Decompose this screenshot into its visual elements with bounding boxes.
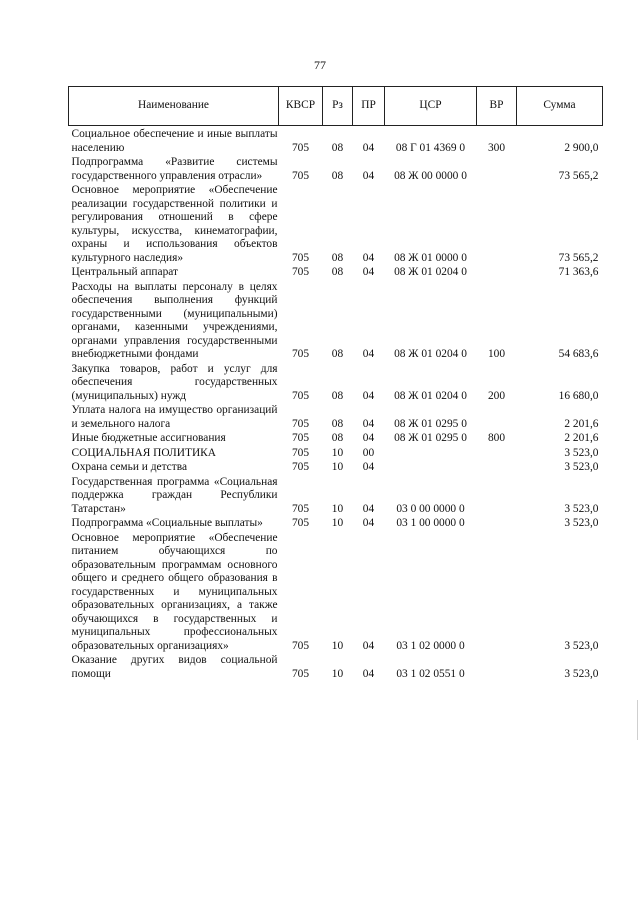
cell-vr <box>477 654 517 682</box>
cell-sum: 71 363,6 <box>558 266 599 278</box>
header-rz: Рз <box>323 87 353 126</box>
budget-table <box>68 86 603 682</box>
cell-pr: 04 <box>362 266 375 278</box>
table-row <box>69 432 603 447</box>
cell-kvsr: 705 <box>291 517 310 529</box>
cell-sum: 73 565,2 <box>558 251 599 264</box>
cell-name: Основное мероприятие «Обеспечение реализации государственной политики и регулирования отношений в сфере культуры, искусства, кинематографии, охраны и использования объектов культурного наследия» <box>71 184 278 264</box>
cell-sum: 54 683,6 <box>558 348 599 360</box>
table-header-row <box>69 87 603 126</box>
cell-sum: 3 523,0 <box>564 461 599 473</box>
cell-csr: 08 Ж 01 0295 0 <box>394 432 467 444</box>
cell-sum: 73 565,2 <box>558 169 599 182</box>
cell-kvsr: 705 <box>291 461 310 473</box>
cell-sum: 3 523,0 <box>564 517 599 529</box>
cell-sum: 16 680,0 <box>558 389 599 402</box>
table-row <box>69 281 603 363</box>
cell-kvsr: 705 <box>291 502 310 515</box>
cell-kvsr: 705 <box>291 667 310 680</box>
cell-vr <box>477 266 517 281</box>
table-row <box>69 461 603 476</box>
cell-vr <box>477 517 517 532</box>
cell-name: Охрана семьи и детства <box>71 461 187 473</box>
cell-vr <box>477 461 517 476</box>
cell-csr: 03 0 00 0000 0 <box>396 502 465 515</box>
cell-rz: 08 <box>331 417 344 430</box>
header-vr: ВР <box>477 87 517 126</box>
cell-sum: 3 523,0 <box>564 639 599 652</box>
header-sum: Сумма <box>517 87 603 126</box>
table-row <box>69 654 603 682</box>
cell-rz: 10 <box>331 517 344 529</box>
page-number: 77 <box>314 58 326 72</box>
table-row <box>69 184 603 266</box>
table-row <box>69 476 603 518</box>
header-kvsr: КВСР <box>279 87 323 126</box>
cell-rz: 10 <box>331 667 344 680</box>
cell-vr <box>477 476 517 518</box>
cell-vr <box>477 184 517 266</box>
cell-kvsr: 705 <box>291 169 310 182</box>
cell-rz: 10 <box>331 461 344 473</box>
table-row <box>69 532 603 655</box>
table-row <box>69 266 603 281</box>
cell-vr <box>477 532 517 655</box>
cell-csr: 08 Ж 00 0000 0 <box>394 169 467 182</box>
cell-csr: 03 1 02 0551 0 <box>396 667 465 680</box>
cell-pr: 04 <box>362 517 375 529</box>
cell-vr <box>477 447 517 462</box>
cell-rz: 08 <box>331 389 344 402</box>
scan-margin-mark <box>637 700 638 740</box>
cell-rz: 08 <box>331 141 344 154</box>
cell-pr: 04 <box>362 667 375 680</box>
cell-kvsr: 705 <box>291 639 310 652</box>
cell-pr: 04 <box>362 348 375 360</box>
cell-kvsr: 705 <box>291 446 310 459</box>
cell-csr <box>385 447 477 462</box>
cell-vr: 200 <box>487 389 506 402</box>
cell-rz: 08 <box>331 266 344 278</box>
cell-pr: 04 <box>362 639 375 652</box>
cell-name: Основное мероприятие «Обеспечение питанием обучающихся по образовательным программам основного общего и среднего общего образования в государственных и муниципальных образовательных организациях, а также обучающихся в государственных и муниципальных профессиональных образовательных организациях» <box>71 531 278 652</box>
cell-name: Социальное обеспечение и иные выплаты населению <box>71 128 278 154</box>
cell-vr: 300 <box>487 141 506 154</box>
table-row <box>69 126 603 157</box>
cell-csr: 08 Ж 01 0204 0 <box>394 266 467 278</box>
cell-vr: 800 <box>487 432 506 444</box>
cell-pr: 04 <box>362 461 375 473</box>
cell-rz: 10 <box>331 502 344 515</box>
cell-csr <box>385 461 477 476</box>
cell-kvsr: 705 <box>291 348 310 360</box>
cell-name: СОЦИАЛЬНАЯ ПОЛИТИКА <box>71 446 217 459</box>
cell-rz: 08 <box>331 169 344 182</box>
cell-sum: 3 523,0 <box>564 667 599 680</box>
cell-csr: 08 Ж 01 0204 0 <box>394 348 467 360</box>
cell-kvsr: 705 <box>291 432 310 444</box>
cell-vr <box>477 404 517 432</box>
cell-csr: 03 1 00 0000 0 <box>396 517 465 529</box>
table-body <box>69 126 603 683</box>
cell-name: Подпрограмма «Социальные выплаты» <box>71 517 263 529</box>
cell-rz: 08 <box>331 251 344 264</box>
cell-kvsr: 705 <box>291 389 310 402</box>
cell-csr: 08 Ж 01 0000 0 <box>394 251 467 264</box>
header-csr: ЦСР <box>385 87 477 126</box>
cell-pr: 04 <box>362 389 375 402</box>
cell-vr: 100 <box>487 348 506 360</box>
header-pr: ПР <box>353 87 385 126</box>
header-name: Наименование <box>69 87 279 126</box>
cell-sum: 2 900,0 <box>564 141 599 154</box>
cell-pr: 00 <box>362 446 375 459</box>
cell-name: Подпрограмма «Развитие системы государственного управления отрасли» <box>71 156 278 182</box>
cell-rz: 08 <box>331 432 344 444</box>
cell-csr: 08 Г 01 4369 0 <box>395 141 466 154</box>
table-row <box>69 156 603 184</box>
cell-csr: 08 Ж 01 0204 0 <box>394 389 467 402</box>
cell-kvsr: 705 <box>291 417 310 430</box>
table-row <box>69 447 603 462</box>
cell-sum: 2 201,6 <box>564 417 599 430</box>
cell-sum: 3 523,0 <box>564 446 599 459</box>
cell-name: Иные бюджетные ассигнования <box>71 432 226 444</box>
cell-csr: 03 1 02 0000 0 <box>396 639 465 652</box>
cell-name: Расходы на выплаты персоналу в целях обеспечения выполнения функций государственными (муниципальными) органами, казенными учреждениями, органами управления государственными внебюджетными фондами <box>71 280 278 360</box>
cell-kvsr: 705 <box>291 141 310 154</box>
table-row <box>69 517 603 532</box>
cell-name: Центральный аппарат <box>71 266 179 278</box>
cell-pr: 04 <box>362 169 375 182</box>
cell-rz: 10 <box>331 446 344 459</box>
cell-sum: 3 523,0 <box>564 502 599 515</box>
cell-kvsr: 705 <box>291 251 310 264</box>
cell-sum: 2 201,6 <box>564 432 599 444</box>
cell-pr: 04 <box>362 251 375 264</box>
cell-pr: 04 <box>362 141 375 154</box>
cell-pr: 04 <box>362 417 375 430</box>
cell-rz: 10 <box>331 639 344 652</box>
cell-name: Государственная программа «Социальная поддержка граждан Республики Татарстан» <box>71 475 278 515</box>
cell-name: Закупка товаров, работ и услуг для обеспечения государственных (муниципальных) нужд <box>71 362 278 402</box>
cell-kvsr: 705 <box>291 266 310 278</box>
cell-csr: 08 Ж 01 0295 0 <box>394 417 467 430</box>
cell-pr: 04 <box>362 502 375 515</box>
cell-rz: 08 <box>331 348 344 360</box>
table-row <box>69 404 603 432</box>
table-row <box>69 363 603 405</box>
cell-name: Уплата налога на имущество организаций и земельного налога <box>71 404 278 430</box>
cell-pr: 04 <box>362 432 375 444</box>
cell-vr <box>477 156 517 184</box>
cell-name: Оказание других видов социальной помощи <box>71 654 278 680</box>
